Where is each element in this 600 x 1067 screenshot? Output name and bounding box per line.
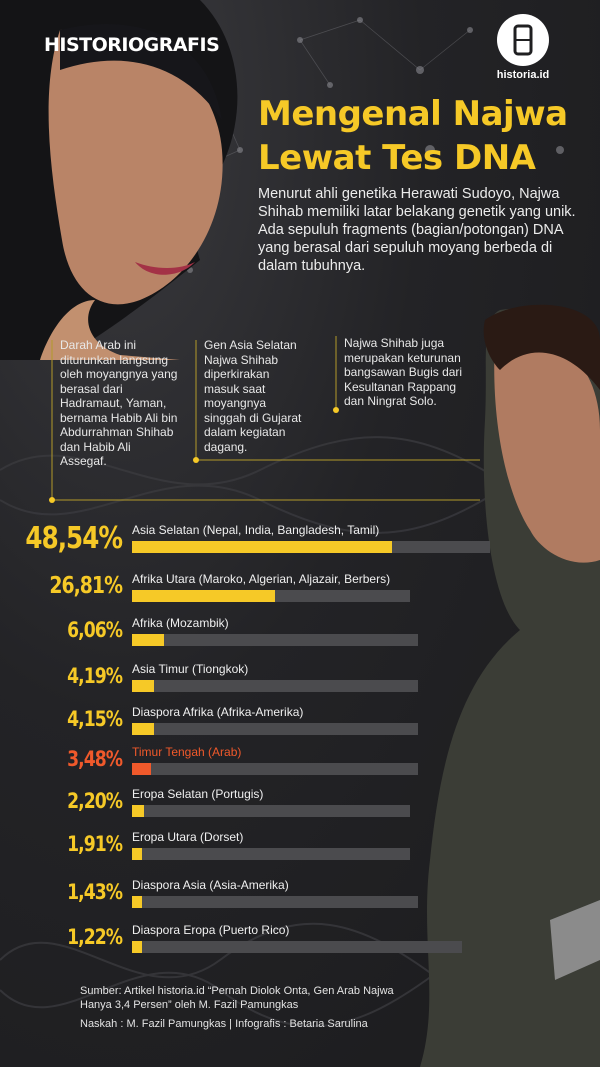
bar-track bbox=[132, 723, 418, 735]
bar-category-label: Eropa Utara (Dorset) bbox=[132, 830, 244, 844]
bar bbox=[132, 680, 154, 692]
bar-track bbox=[132, 590, 410, 602]
bar-value-label: 1,43% bbox=[67, 880, 122, 904]
bar-track bbox=[132, 805, 410, 817]
source-citation: Sumber: Artikel historia.id “Pernah Diolok Onta, Gen Arab Najwa Hanya 3,4 Persen” oleh M. Fazil Pamungkas bbox=[80, 985, 394, 1011]
bar bbox=[132, 634, 164, 646]
bar-category-label: Diaspora Eropa (Puerto Rico) bbox=[132, 923, 290, 937]
bar-value-label: 2,20% bbox=[67, 789, 122, 813]
bar-track bbox=[132, 541, 490, 553]
bar-track bbox=[132, 680, 418, 692]
note-asia-selatan: Gen Asia Selatan Najwa Shihab diperkirakan masuk saat moyangnya singgah di Gujarat dalam kegiatan dagang. bbox=[204, 338, 302, 454]
bar-category-label: Asia Selatan (Nepal, India, Bangladesh, Tamil) bbox=[132, 523, 380, 537]
bar-track bbox=[132, 763, 418, 775]
publisher-name: historia.id bbox=[496, 69, 550, 81]
bar-value-label: 1,22% bbox=[67, 925, 122, 949]
bar bbox=[132, 723, 154, 735]
bar-value-label: 26,81% bbox=[49, 573, 122, 599]
bar-track bbox=[132, 941, 462, 953]
bar-value-label: 1,91% bbox=[67, 832, 122, 856]
note-bugis: Najwa Shihab juga merupakan keturunan bangsawan Bugis dari Kesultanan Rappang dan Ningrat Solo. bbox=[344, 336, 463, 408]
bar-track bbox=[132, 896, 418, 908]
bar-category-label: Diaspora Asia (Asia-Amerika) bbox=[132, 878, 289, 892]
bar bbox=[132, 805, 144, 817]
title-line-2: Lewat Tes DNA bbox=[258, 138, 536, 178]
note-arab: Darah Arab ini diturunkan langsung oleh moyangnya yang berasal dari Hadramaut, Yaman, bernama Habib Ali bin Abdurrahman Shihab dan Habib Ali Assegaf. bbox=[60, 338, 178, 468]
bar-category-label: Timur Tengah (Arab) bbox=[132, 745, 242, 759]
bar-track bbox=[132, 848, 410, 860]
bar-value-label: 3,48% bbox=[67, 747, 122, 771]
bar bbox=[132, 848, 142, 860]
bar-value-label: 6,06% bbox=[67, 618, 122, 642]
bar-category-label: Eropa Selatan (Portugis) bbox=[132, 787, 264, 801]
bar bbox=[132, 541, 392, 553]
bar-track bbox=[132, 634, 418, 646]
bar-category-label: Afrika (Mozambik) bbox=[132, 616, 229, 630]
credit-line: Naskah : M. Fazil Pamungkas | Infografis : Betaria Sarulina bbox=[80, 1018, 368, 1030]
bar bbox=[132, 941, 142, 953]
bar-category-label: Asia Timur (Tiongkok) bbox=[132, 662, 249, 676]
bar-value-label: 4,15% bbox=[67, 707, 122, 731]
bar bbox=[132, 896, 142, 908]
bar-category-label: Diaspora Afrika (Afrika-Amerika) bbox=[132, 705, 304, 719]
bar bbox=[132, 763, 151, 775]
historiografis-logo: HISTORIOGRAFIS bbox=[44, 34, 220, 56]
bar-category-label: Afrika Utara (Maroko, Algerian, Aljazair, Berbers) bbox=[132, 572, 391, 586]
title-line-1: Mengenal Najwa bbox=[258, 94, 568, 134]
bar bbox=[132, 590, 275, 602]
bar-value-label: 4,19% bbox=[67, 664, 122, 688]
bar-value-label: 48,54% bbox=[25, 520, 122, 556]
intro-paragraph: Menurut ahli genetika Herawati Sudoyo, Najwa Shihab memiliki latar belakang genetik yang unik. Ada sepuluh fragments (bagian/potongan) DNA yang berasal dari sepuluh moyang berbeda di dalam tubuhnya. bbox=[258, 186, 576, 274]
